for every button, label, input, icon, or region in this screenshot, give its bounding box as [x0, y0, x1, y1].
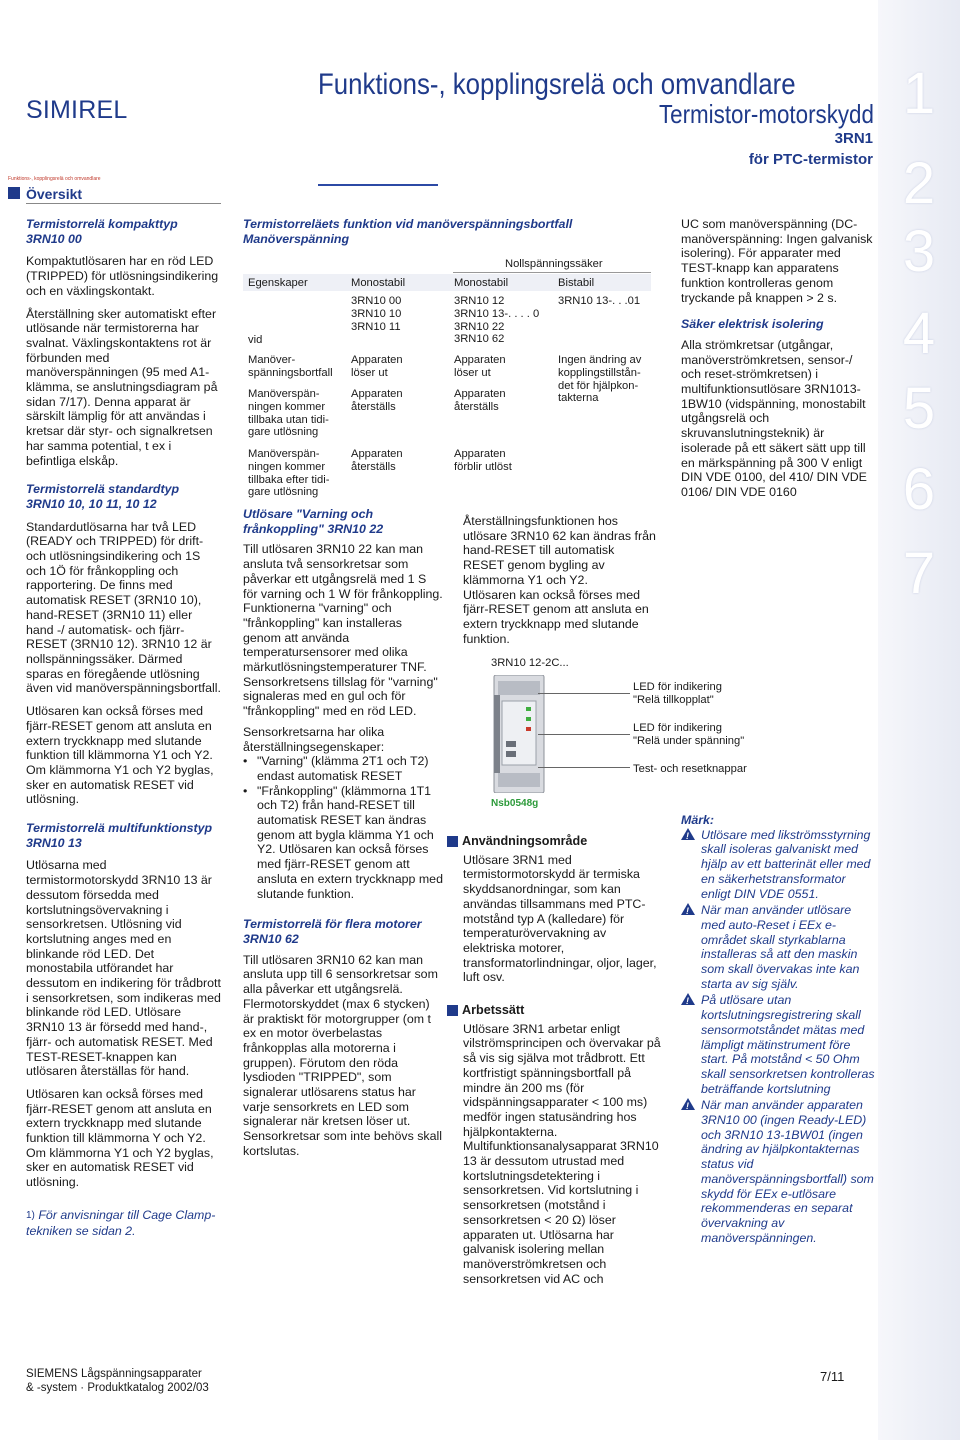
- table-row-label: Manöverspän- ningen kommer tillbaka utan tidi- gare utlösning: [248, 388, 329, 439]
- chapter-tab-6[interactable]: 6: [902, 457, 936, 522]
- paragraph: Sensorkretsarna har olika återställningsegenskaper:: [243, 724, 385, 754]
- list-item: • "Varning" (klämma 2T1 och T2) endast automatisk RESET: [243, 754, 429, 783]
- table-cell: Apparaten återställs: [351, 388, 403, 413]
- callout-led-ready: LED för indikering "Relä tillkopplat": [633, 681, 722, 706]
- table-cell: Apparaten löser ut: [351, 354, 403, 379]
- callout-led-power: LED för indikering "Relä under spänning": [633, 722, 745, 747]
- section-marker-icon: [447, 1005, 458, 1016]
- footnote: [26, 1208, 222, 1238]
- note-item: ! På utlösare utan kortslutningsregistrering skall sensormotståndet mätas med lämpligt mätinstrument före start. På motstånd < 50 Ohm skall sensorkretsen kontrolleras beträffande kortslutning: [681, 993, 875, 1096]
- table-row-label: Manöver- spänningsbortfall: [248, 354, 333, 379]
- heading-standard: Termistorrelä standardtyp: [26, 482, 180, 497]
- column-3-upper: [463, 514, 658, 646]
- warning-icon: [681, 903, 695, 915]
- paragraph: Till utlösaren 3RN10 22 kan man ansluta två sensorkretsar som påverkar ett utgångsrelä med 1 S för varning och 1 W för frånkoppling. Funktionerna "varning" och "frånkoppling" kan installeras genom att använda temperatursensorer med olika märkutlösningstemperaturer TNF. Sensorkretsens tillslag för "varning" signaleras med en gul och för "frånkoppling" med en röd LED.: [243, 542, 443, 719]
- note-item: ! När man använder apparaten 3RN10 00 (ingen Ready-LED) och 3RN10 13-1BW01 (ingen ändring av hjälpkontakternas status vid manöverspänningsbortfall) som skydd för EEx e-utlösare rekommenderas en separat övervakning av manöverspänningen.: [681, 1098, 875, 1245]
- brand-logo: SIMIREL: [26, 96, 128, 124]
- paragraph: Till utlösaren 3RN10 62 kan man ansluta upp till 6 sensorkretsar som alla påverkar ett utgångsrelä. Flermotorskyddet (max 6 stycken) är praktiskt för motorgrupper (om t ex en motor överbelastas frånkopplas alla motorerna i gruppen). Förutom den röda lysdioden "TRIPPED", som signalerar utlösarens status har varje sensorkrets en LED som signalerar när kretsen löser ut. Sensorkretsar som inte behövs skall kortslutas.: [243, 952, 443, 1158]
- table-col-monostabil-1: Monostabil: [351, 277, 406, 289]
- table-cell: Apparaten återställs: [454, 388, 506, 413]
- callout-line: [538, 693, 630, 694]
- table-cell: Apparaten återställs: [351, 448, 403, 473]
- table-col-bistabil: Bistabil: [558, 277, 595, 289]
- chapter-tab-strip: [878, 0, 960, 1440]
- column-4: [681, 217, 875, 500]
- notes-heading: Märk:: [681, 813, 715, 827]
- table-row-label: Manöverspän- ningen kommer tillbaka efter tidi- gare utlösning: [248, 448, 330, 499]
- table-col-monostabil-2: Monostabil: [454, 277, 509, 289]
- paragraph: Utlösaren kan också förses med fjärr-RESET genom att ansluta en extern tryckknapp med slutande funktion till klämmorna Y och Y2. Om klämmorna Y1 och Y2 byglas, sker en automatisk RESET vid utlösning.: [26, 1086, 214, 1190]
- footnote-number: 1): [26, 1210, 35, 1221]
- table-cell: vid: [248, 334, 263, 346]
- column-3-lower: [447, 834, 661, 1286]
- table-heading: Termistorreläets funktion vid manöverspänningsbortfall: [243, 217, 573, 231]
- paragraph: UC som manöverspänning (DC-manöverspänning: Ingen galvanisk isolering). För apparater med TEST-knapp kan apparatens funktion kontrolleras genom tryckande på knappen > 2 s.: [681, 217, 873, 305]
- figure-id: Nsb0548g: [491, 798, 539, 809]
- section-marker-icon: [8, 187, 20, 199]
- page-number: 7/11: [820, 1369, 845, 1384]
- heading-multi-motor: Termistorrelä för flera motorer 3RN10 62: [243, 917, 422, 946]
- paragraph: Utlösare 3RN1 med termistormotorskydd är termiska skyddsanordningar, som kan användas tillsammans med PTC-motstånd typ A (kalledare) för temperaturövervakning av elektriska motorer, transformatorlindningar, oljor, lager, luft osv.: [463, 852, 657, 985]
- table-cell: Ingen ändring av kopplingstillstån- det för hjälpkon- takterna: [558, 354, 642, 405]
- paragraph: Alla strömkretsar (utgångar, manöverströmkretsen, sensor-/ och reset-strömkretsen) i multifunktionsutlösare 3RN1013-1BW10 (vidspänning, monostabilt utgångsrelä och skruvanslutningsteknik) är isolerade på ett säkert sätt upp till en märkspänning på 300 V enligt DIN VDE 0100, del 410/ DIN VDE 0106/ DIN VDE 0160: [681, 337, 867, 499]
- section-divider: [26, 203, 221, 204]
- paragraph: Återställning sker automatiskt efter utlösande när termistorerna har svalnat. Växlingskontaktens rot är förbunden med manöverspänningen (95 med A1-klämma, se anslutningsdiagram på sidan 7/17). Denna apparat är särskilt lämplig för att användas i kretsar där styr- och signalkretsen har samma potential, t ex i befintliga elskåp.: [26, 306, 218, 468]
- warning-icon: [681, 1098, 695, 1110]
- table-cell-types-mono2: 3RN10 12 3RN10 13-. . . . 0 3RN10 22 3RN10 62: [454, 295, 540, 346]
- callout-test-buttons: Test- och resetknappar: [633, 763, 747, 775]
- paragraph: Utlösare 3RN1 arbetar enligt vilströmsprincipen och övervakar på så vis sig själva mot trådbrott. Ett kortfristigt spänningsbortfall på mindre än 200 ms (för vidspänningsapparater < 100 ms) medför ingen statusändring hos hjälpkontakterna. Multifunktionsanalysapparat 3RN10 13 är dessutom utrustad med kortslutningsdetektering i sensorkretsen. Vid kortslutning i sensorkretsen (motstånd i sensorkretsen < 20 Ω) löser apparaten ut. Utlösarna har galvanisk isolering mellan manöverströmkretsen och sensorkretsen vid AC och: [463, 1021, 661, 1286]
- warning-icon: [681, 993, 695, 1005]
- paragraph: Standardutlösarna har två LED (READY och TRIPPED) för drift- och utlösningsindikering och 1S och 1Ö för frånkoppling och rapportering. De finns med automatisk RESET (3RN10 10), hand-RESET (3RN10 11) eller hand -/ automatisk- och fjärr-RESET (3RN10 12). 3RN10 12 är nollspänningssäker. Därmed sparas en föregående utlösning även vid manöverspänningsbortfall.: [26, 519, 221, 696]
- table-cell: Apparaten förblir utlöst: [454, 448, 512, 473]
- table-cell-types-bistabil: 3RN10 13-. . .01: [558, 295, 641, 307]
- column-1: [26, 217, 222, 1190]
- heading-compact: Termistorrelä kompakttyp: [26, 217, 178, 231]
- heading-application: Användningsområde: [447, 834, 661, 849]
- product-description: för PTC-termistor: [748, 151, 873, 168]
- device-label: 3RN10 12-2C...: [491, 657, 569, 669]
- heading-standard-code: 3RN10 10, 10 11, 10 12: [26, 496, 157, 511]
- chapter-tab-4[interactable]: 4: [902, 301, 936, 366]
- table-col-egenskaper: Egenskaper: [248, 277, 308, 289]
- callout-line: [538, 767, 630, 768]
- chapter-tab-2[interactable]: 2: [902, 151, 936, 216]
- list-item: • "Frånkoppling" (klämmorna 1T1 och T2) från hand-RESET till automatisk RESET kan ändras genom att bygla klämma Y1 och Y2. Utlösaren kan också förses med fjärr-RESET genom att ansluta en extern tryckknapp med slutande funktion.: [243, 783, 443, 901]
- footnote-text: För anvisningar till Cage Clamp-tekniken se sidan 2.: [26, 1208, 216, 1238]
- section-marker-icon: [447, 836, 458, 847]
- table-cell: Apparaten löser ut: [454, 354, 506, 379]
- chapter-tab-3[interactable]: 3: [902, 219, 936, 284]
- notes-block: [681, 813, 875, 1245]
- paragraph: Återställningsfunktionen hos utlösare 3RN10 62 kan ändras från hand-RESET till automatisk RESET genom bygling av klämmorna Y1 och Y2.: [463, 514, 656, 587]
- section-label: Översikt: [26, 186, 83, 202]
- chapter-tab-7[interactable]: 7: [902, 541, 936, 606]
- paragraph: Kompaktutlösaren har en röd LED (TRIPPED) för utlösningsindikering och en växlingskontakt.: [26, 254, 219, 298]
- heading-multi: Termistorrelä multifunktionstyp 3RN10 13: [26, 821, 213, 850]
- footer-publisher: SIEMENS Lågspänningsapparater & -system · Produktkatalog 2002/03: [26, 1368, 209, 1394]
- heading-warning-variant: Utlösare "Varning och frånkoppling" 3RN10 22: [243, 507, 384, 536]
- paragraph: Utlösaren kan också förses med fjärr-RESET genom att ansluta en extern tryckknapp med slutande funktion.: [463, 587, 649, 646]
- product-code: 3RN1: [834, 130, 873, 147]
- table-cell-types-mono1: 3RN10 00 3RN10 10 3RN10 11: [351, 295, 402, 333]
- page-title: Funktions-, kopplingsrelä och omvandlare: [318, 68, 796, 101]
- heading-isolation: Säker elektrisk isolering: [681, 317, 824, 332]
- table-group-header: Nollspänningssäker: [505, 258, 603, 270]
- chapter-tab-1[interactable]: 1: [902, 61, 936, 126]
- breadcrumb: Funktions-, kopplingsrelä och omvandlare: [8, 176, 101, 182]
- warning-icon: [681, 828, 695, 840]
- chapter-tab-5[interactable]: 5: [902, 376, 936, 441]
- header-divider: [318, 184, 438, 186]
- page-subtitle: Termistor-motorskydd: [659, 99, 874, 129]
- heading-compact-code: 3RN10 00: [26, 231, 82, 246]
- table-subheading: Manöverspänning: [243, 232, 350, 246]
- note-item: ! När man använder utlösare med auto-Reset i EEx e-området skall styrkablarna installeras så att den maskin som skall övervakas inte kan starta av sig själv.: [681, 903, 875, 991]
- note-item: ! Utlösare med likströmsstyrning skall isoleras galvaniskt med hjälp av ett batterinät eller med en säkerhetstransformator enligt DIN VDE 0551.: [681, 828, 875, 902]
- heading-operation: Arbetssätt: [447, 1003, 661, 1018]
- paragraph: Utlösarna med termistormotorskydd 3RN10 13 är dessutom försedda med kortslutningsövervakning i sensorkretsen. Utlösning vid kortslutning anges med en blinkande röd LED. Det monostabila utförandet har dessutom en indikering för trådbrott i sensorkretsen, som indikeras med blinkande röd LED. Utlösare 3RN10 13 är försedd med hand-, fjärr- och automatisk RESET. Med TEST-RESET-knappen kan utlösaren återställas för hand.: [26, 858, 221, 1079]
- paragraph: Utlösaren kan också förses med fjärr-RESET genom att ansluta en extern tryckknapp med slutande funktion till klämmorna Y1 och Y2. Om klämmorna Y1 och Y2 byglas, sker en automatisk RESET vid utlösning.: [26, 704, 214, 807]
- callout-line: [538, 734, 630, 735]
- column-2: [243, 507, 443, 1159]
- table-group-rule: [453, 272, 651, 273]
